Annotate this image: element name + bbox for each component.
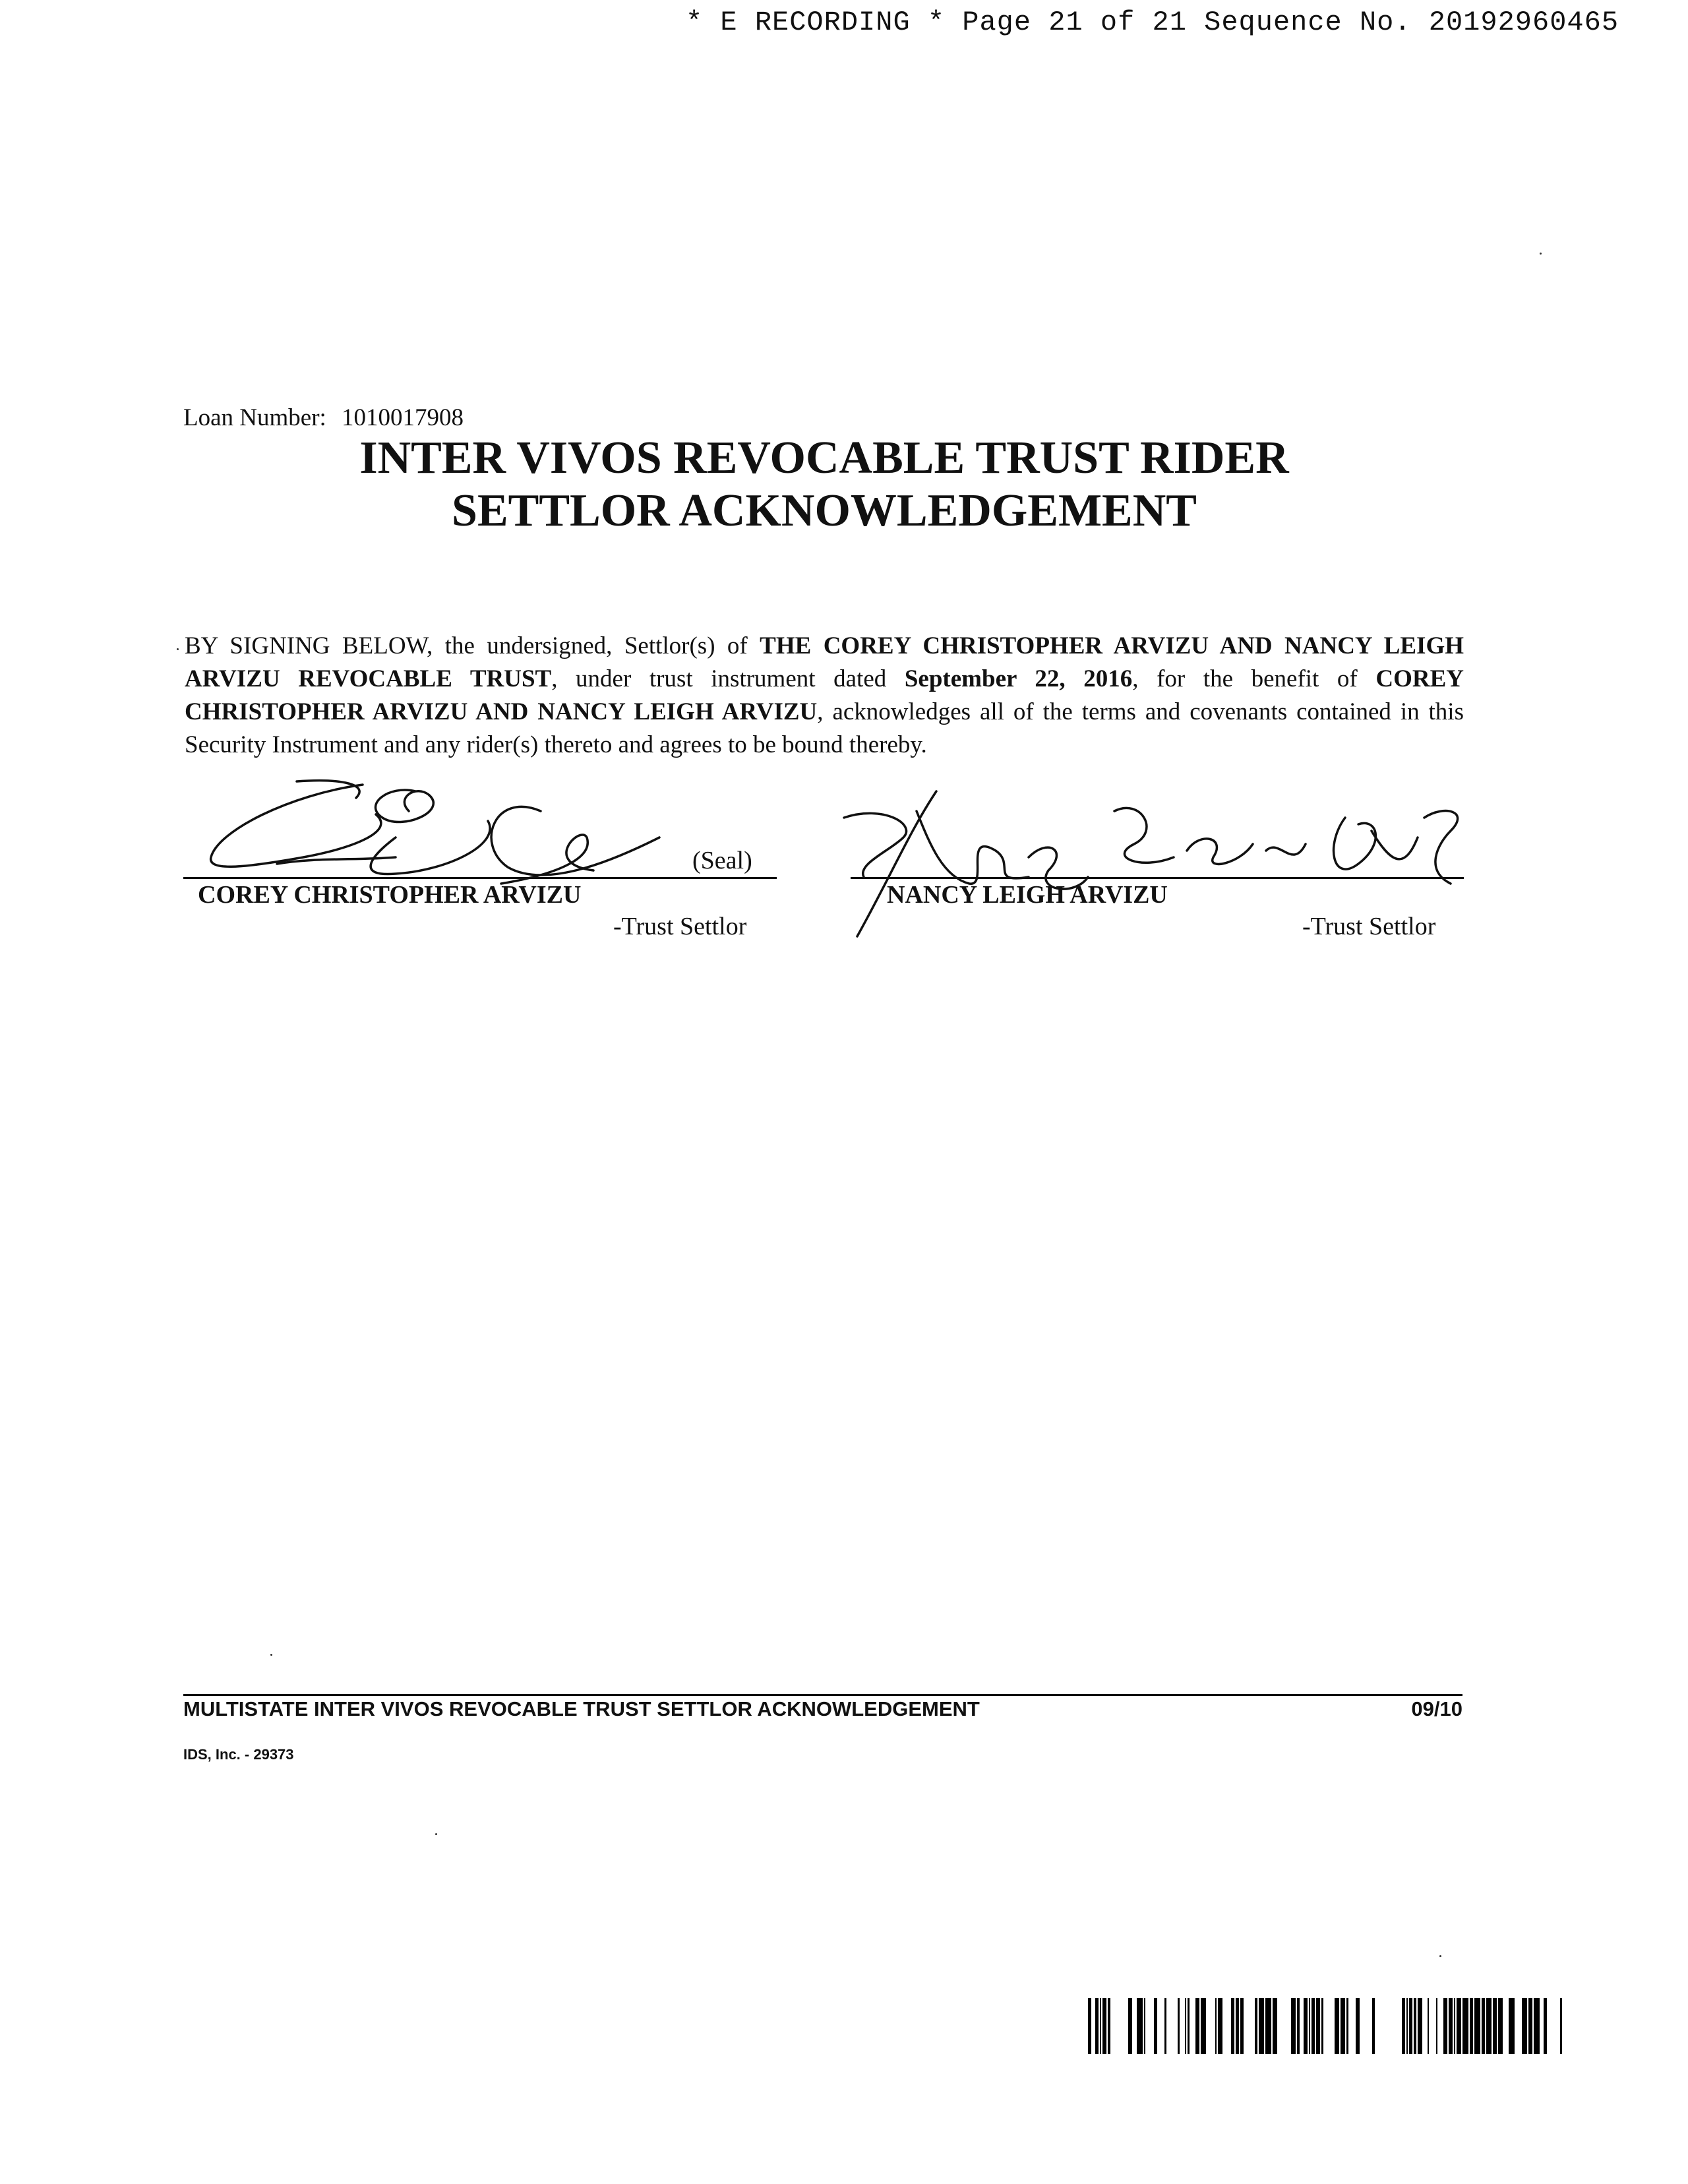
footer-rule bbox=[183, 1694, 1462, 1696]
paragraph-text-1: BY SIGNING BELOW, the undersigned, Settlor(s) of bbox=[185, 632, 760, 659]
barcode-bar bbox=[1273, 1998, 1277, 2054]
barcode-bar bbox=[1144, 1998, 1145, 2054]
barcode-bar bbox=[1341, 1998, 1345, 2054]
barcode-bar bbox=[1449, 1998, 1453, 2054]
barcode-bar bbox=[1195, 1998, 1199, 2054]
barcode-bar bbox=[1457, 1998, 1461, 2054]
trust-date: September 22, 2016 bbox=[904, 665, 1133, 692]
loan-number-line bbox=[183, 404, 464, 432]
barcode-bar bbox=[1462, 1998, 1468, 2054]
barcode-bar bbox=[1335, 1998, 1339, 2054]
barcode-bar bbox=[1436, 1998, 1437, 2054]
scan-speck bbox=[1540, 253, 1542, 255]
barcode-bar bbox=[1470, 1998, 1473, 2054]
barcode-bar bbox=[1304, 1998, 1308, 2054]
document-title-line1: INTER VIVOS REVOCABLE TRUST RIDER bbox=[359, 433, 1289, 483]
beneficiaries: COREY CHRISTOPHER ARVIZU AND NANCY LEIGH ARVIZU bbox=[185, 665, 1464, 725]
barcode-bar bbox=[1255, 1998, 1257, 2054]
barcode-bar bbox=[1409, 1998, 1412, 2054]
barcode-bar bbox=[1509, 1998, 1515, 2054]
barcode-bar bbox=[1309, 1998, 1310, 2054]
barcode-bar bbox=[1486, 1998, 1492, 2054]
barcode-bar bbox=[1178, 1998, 1180, 2054]
signer-role-nancy: -Trust Settlor bbox=[1302, 913, 1436, 940]
barcode-bar bbox=[1297, 1998, 1300, 2054]
recording-header: * E RECORDING * Page 21 of 21 Sequence No. 20192960465 bbox=[686, 7, 1619, 38]
form-number: IDS, Inc. - 29373 bbox=[183, 1746, 294, 1763]
signature-line-nancy bbox=[851, 877, 1464, 879]
barcode-bar bbox=[1088, 1998, 1091, 2054]
barcode-bar bbox=[1544, 1998, 1547, 2054]
seal-label: (Seal) bbox=[692, 847, 752, 874]
document-title-line2: SETTLOR ACKNOWLEDGEMENT bbox=[452, 485, 1197, 536]
barcode-bar bbox=[1137, 1998, 1143, 2054]
barcode-bar bbox=[1311, 1998, 1315, 2054]
barcode-bar bbox=[1356, 1998, 1360, 2054]
barcode bbox=[1088, 1998, 1569, 2054]
scan-speck bbox=[177, 648, 179, 650]
barcode-bar bbox=[1474, 1998, 1480, 2054]
barcode-bar bbox=[1321, 1998, 1323, 2054]
barcode-bar bbox=[1482, 1998, 1485, 2054]
document-title bbox=[0, 432, 1648, 537]
barcode-bar bbox=[1154, 1998, 1157, 2054]
loan-number-label: Loan Number: bbox=[183, 404, 326, 431]
barcode-bar bbox=[1406, 1998, 1408, 2054]
barcode-bar bbox=[1188, 1998, 1190, 2054]
barcode-bar bbox=[1218, 1998, 1222, 2054]
barcode-bar bbox=[1128, 1998, 1132, 2054]
trust-name: THE COREY CHRISTOPHER ARVIZU AND NANCY LEIGH ARVIZU REVOCABLE TRUST bbox=[185, 632, 1464, 692]
barcode-bar bbox=[1316, 1998, 1320, 2054]
scan-speck bbox=[435, 1833, 437, 1835]
barcode-bar bbox=[1454, 1998, 1455, 2054]
barcode-bar bbox=[1402, 1998, 1405, 2054]
loan-number-value: 1010017908 bbox=[342, 404, 464, 431]
acknowledgement-paragraph bbox=[185, 630, 1464, 762]
paragraph-text-3: , for the benefit of bbox=[1132, 665, 1376, 692]
barcode-bar bbox=[1560, 1998, 1562, 2054]
barcode-bar bbox=[1236, 1998, 1239, 2054]
barcode-bar bbox=[1528, 1998, 1532, 2054]
barcode-bar bbox=[1259, 1998, 1264, 2054]
barcode-bar bbox=[1443, 1998, 1447, 2054]
barcode-bar bbox=[1201, 1998, 1206, 2054]
barcode-bar bbox=[1102, 1998, 1106, 2054]
barcode-bar bbox=[1414, 1998, 1416, 2054]
barcode-bar bbox=[1428, 1998, 1429, 2054]
barcode-bar bbox=[1493, 1998, 1497, 2054]
footer-version: 09/10 bbox=[1411, 1697, 1462, 1720]
paragraph-text-2: , under trust instrument dated bbox=[551, 665, 905, 692]
barcode-bar bbox=[1240, 1998, 1244, 2054]
barcode-bar bbox=[1498, 1998, 1503, 2054]
barcode-bar bbox=[1108, 1998, 1110, 2054]
barcode-bar bbox=[1231, 1998, 1234, 2054]
barcode-bar bbox=[1291, 1998, 1296, 2054]
scan-speck bbox=[1439, 1955, 1441, 1957]
barcode-bar bbox=[1265, 1998, 1271, 2054]
barcode-bar bbox=[1346, 1998, 1348, 2054]
paragraph-text-4: , acknowledges all of the terms and covenants contained in this Security Instrument and any rider(s) thereto and agrees to be bound thereby. bbox=[185, 698, 1464, 758]
barcode-bar bbox=[1095, 1998, 1099, 2054]
barcode-bar bbox=[1522, 1998, 1527, 2054]
footer-form-title: MULTISTATE INTER VIVOS REVOCABLE TRUST SETTLOR ACKNOWLEDGEMENT bbox=[183, 1697, 980, 1720]
signer-name-corey: COREY CHRISTOPHER ARVIZU bbox=[198, 881, 582, 909]
barcode-bar bbox=[1164, 1998, 1166, 2054]
signature-corey bbox=[198, 758, 712, 890]
signer-name-nancy: NANCY LEIGH ARVIZU bbox=[887, 881, 1168, 909]
scan-speck bbox=[270, 1654, 272, 1656]
barcode-bar bbox=[1418, 1998, 1422, 2054]
barcode-bar bbox=[1185, 1998, 1186, 2054]
signature-line-corey bbox=[183, 877, 777, 879]
barcode-bar bbox=[1534, 1998, 1540, 2054]
barcode-bar bbox=[1100, 1998, 1101, 2054]
signer-role-corey: -Trust Settlor bbox=[613, 913, 747, 940]
barcode-bar bbox=[1372, 1998, 1375, 2054]
barcode-bar bbox=[1215, 1998, 1217, 2054]
